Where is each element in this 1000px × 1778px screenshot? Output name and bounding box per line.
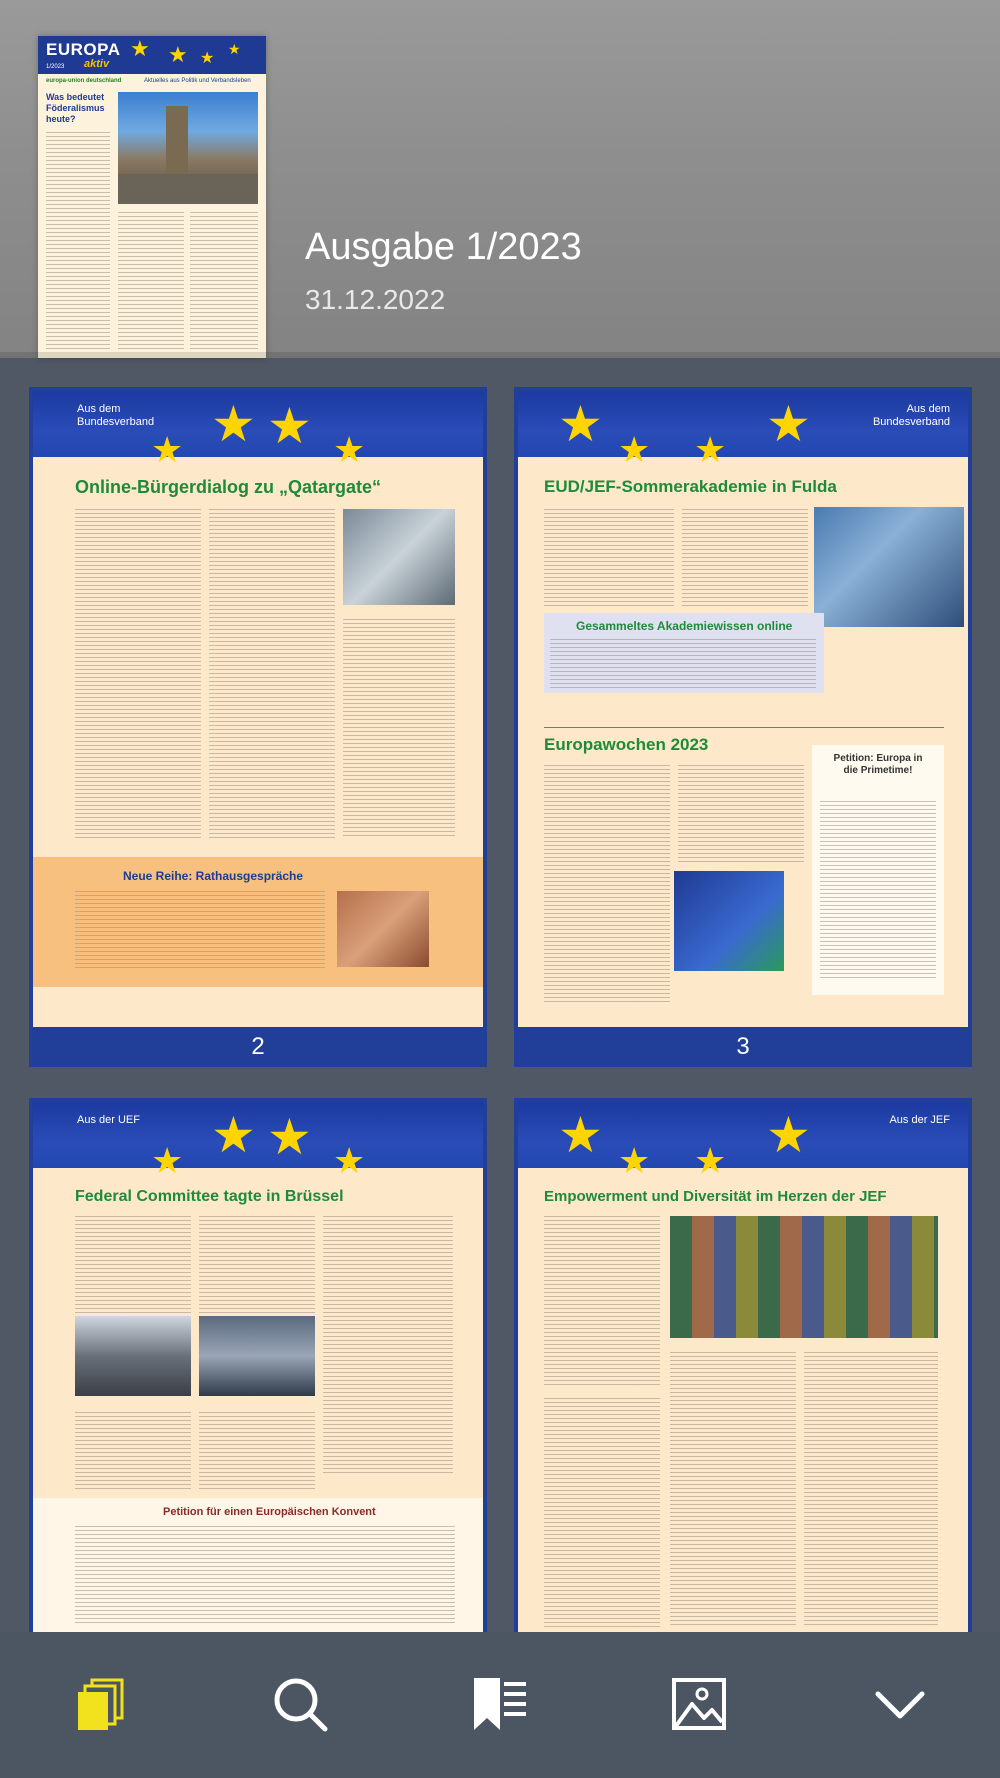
page-preview	[33, 1102, 483, 1632]
text-block	[820, 801, 936, 981]
article-photo	[199, 1316, 315, 1396]
text-block	[75, 1526, 455, 1626]
star-icon: ★	[200, 50, 215, 67]
box-title: Neue Reihe: Rathausgespräche	[123, 869, 304, 883]
text-block	[75, 891, 325, 971]
text-block	[209, 509, 335, 839]
text-block	[550, 639, 816, 689]
images-button[interactable]	[668, 1672, 732, 1736]
article-title: Empowerment und Diversität im Herzen der JEF	[544, 1188, 887, 1205]
page-number: 3	[736, 1033, 750, 1060]
search-button[interactable]	[268, 1672, 332, 1736]
cover-headline: Was bedeutet Föderalismus heute?	[46, 92, 105, 124]
star-icon: ★	[333, 429, 366, 470]
text-block	[199, 1216, 315, 1316]
bottom-toolbar	[0, 1632, 1000, 1778]
text-block	[46, 132, 110, 352]
star-icon: ★	[558, 1107, 603, 1163]
eu-flag-banner	[33, 1102, 483, 1168]
text-block	[670, 1352, 796, 1628]
collage-photo	[670, 1216, 938, 1338]
cover-subtitle-left: europa-union deutschland	[46, 78, 122, 84]
text-block	[199, 1412, 315, 1492]
text-block	[190, 212, 258, 352]
cover-photo	[118, 92, 258, 204]
article-title-2: Europawochen 2023	[544, 735, 709, 754]
page-thumbnail-3[interactable]	[514, 387, 972, 1067]
article-title: Online-Bürgerdialog zu „Qatargate“	[75, 477, 382, 497]
cover-brand-sub: aktiv	[84, 58, 110, 70]
issue-header[interactable]	[0, 0, 1000, 358]
page-preview	[33, 391, 483, 1027]
text-block	[75, 1412, 191, 1492]
star-icon: ★	[694, 429, 727, 470]
campaign-image	[674, 871, 784, 971]
page-number: 2	[251, 1033, 265, 1060]
page-preview	[518, 391, 968, 1027]
star-icon: ★	[267, 1109, 312, 1165]
text-block	[75, 1216, 191, 1316]
article-title: EUD/JEF-Sommerakademie in Fulda	[544, 477, 837, 496]
box-title: Petition für einen Europäischen Konvent	[163, 1506, 376, 1518]
article-title: Federal Committee tagte in Brüssel	[75, 1188, 344, 1205]
star-icon: ★	[211, 1107, 256, 1163]
article-photo	[343, 509, 455, 605]
section-label: Aus dem Bundesverband	[872, 403, 950, 428]
star-icon: ★	[618, 429, 651, 470]
star-icon: ★	[694, 1140, 727, 1181]
pages-icon	[70, 1674, 130, 1734]
article-photo	[337, 891, 429, 967]
collapse-button[interactable]	[868, 1672, 932, 1736]
text-block	[804, 1352, 938, 1628]
text-block	[544, 1216, 660, 1386]
box-title: Gesammeltes Akademiewissen online	[576, 619, 793, 633]
star-icon: ★	[228, 41, 241, 57]
bookmarks-button[interactable]	[468, 1672, 532, 1736]
pages-button[interactable]	[68, 1672, 132, 1736]
group-photo	[814, 507, 964, 627]
text-block	[118, 212, 184, 352]
page-thumbnail-2[interactable]	[29, 387, 487, 1067]
page-thumbnail-4[interactable]	[29, 1098, 487, 1632]
star-icon: ★	[766, 1107, 811, 1163]
petition-title: Petition: Europa in die Primetime!	[833, 753, 923, 776]
cover-issue: 1/2023	[46, 64, 65, 70]
cover-thumbnail[interactable]	[38, 36, 266, 358]
text-block	[343, 619, 455, 839]
text-block	[544, 509, 674, 609]
image-icon	[670, 1674, 730, 1734]
issue-title: Ausgabe 1/2023	[305, 226, 582, 268]
issue-date: 31.12.2022	[305, 284, 446, 315]
star-icon: ★	[558, 396, 603, 452]
text-block	[678, 765, 804, 865]
page-thumbnail-5[interactable]	[514, 1098, 972, 1632]
text-block	[544, 1398, 660, 1628]
star-icon: ★	[168, 42, 188, 67]
section-label: Aus der UEF	[77, 1114, 140, 1126]
text-block	[75, 509, 201, 839]
cover-brand: EUROPA	[46, 40, 121, 59]
star-icon: ★	[151, 1140, 184, 1181]
star-icon: ★	[130, 36, 150, 61]
article-photo	[75, 1316, 191, 1396]
search-icon	[270, 1674, 330, 1734]
section-label: Aus dem Bundesverband	[77, 403, 155, 428]
text-block	[323, 1216, 453, 1476]
star-icon: ★	[151, 429, 184, 470]
chevron-down-icon	[870, 1674, 930, 1734]
star-icon: ★	[211, 396, 256, 452]
star-icon: ★	[618, 1140, 651, 1181]
page-preview	[518, 1102, 968, 1632]
text-block	[544, 765, 670, 1005]
divider	[544, 727, 944, 728]
star-icon: ★	[766, 396, 811, 452]
cover-subtitle-right: Aktuelles aus Politik und Verbandsleben	[144, 78, 251, 84]
section-label: Aus der JEF	[889, 1114, 950, 1126]
star-icon: ★	[267, 398, 312, 454]
bookmarks-icon	[470, 1674, 530, 1734]
text-block	[682, 509, 808, 609]
star-icon: ★	[333, 1140, 366, 1181]
